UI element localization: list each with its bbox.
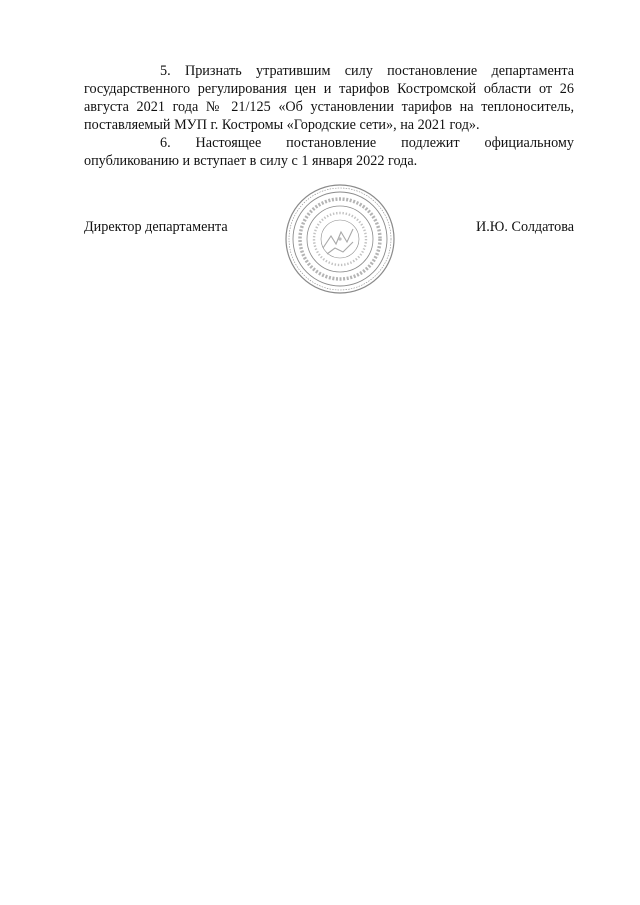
document-body [84,62,574,170]
paragraph-text: Настоящее постановление подлежит официальному опубликованию и вступает в силу с 1 января 2022 года. [84,135,575,169]
signatory-title: Директор департамента [84,219,228,235]
paragraph-number: 6. [160,135,171,151]
paragraph-number: 5. [160,63,171,79]
paragraph-6 [84,134,574,170]
paragraph-5 [84,62,574,134]
paragraph-text: Признать утратившим силу постановление департамента государственного регулирования цен и тарифов Костромской области от 26 августа 2021 года № 21/125 «Об установлении тарифов на теплоноситель, поставляемый МУП г. Костромы «Городские сети», на 2021 год». [84,63,575,133]
signatory-name: И.Ю. Солдатова [476,219,574,235]
official-seal-stamp [283,182,397,296]
